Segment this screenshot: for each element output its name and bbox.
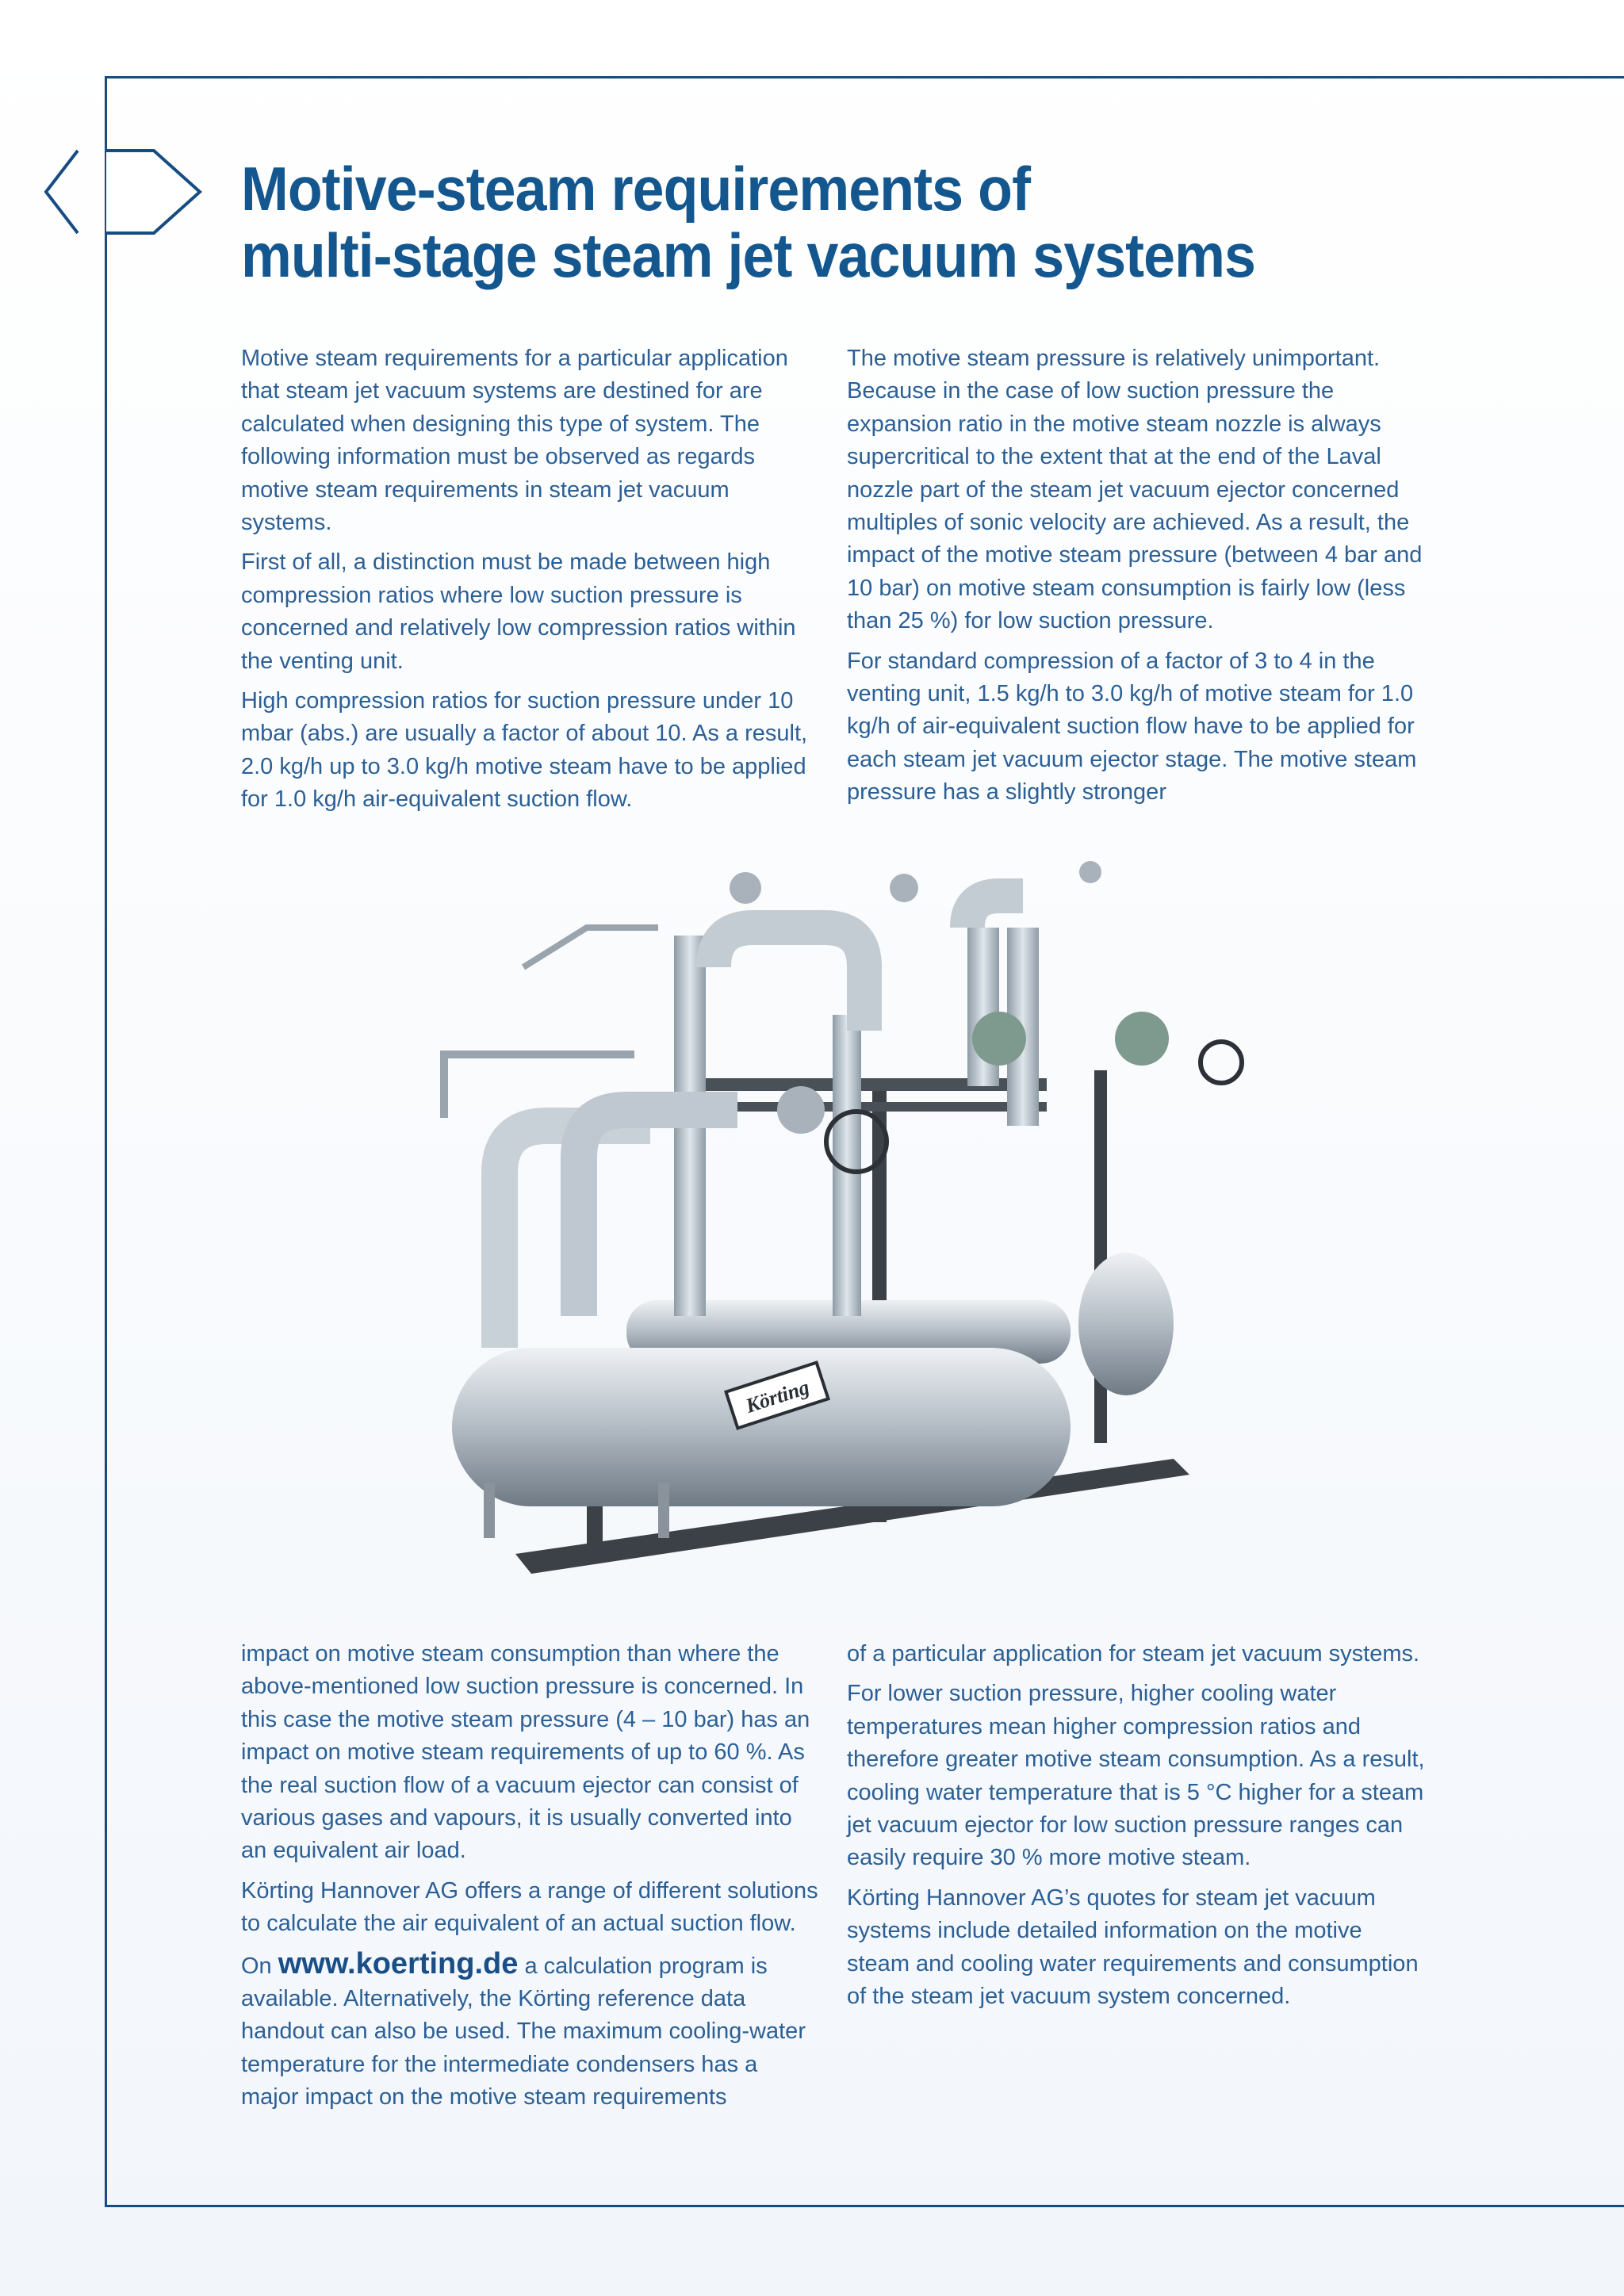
frame-left-line [105, 76, 107, 2207]
paragraph: For standard compression of a factor of 3 to 4 in the venting unit, 1.5 kg/h to 3.0 kg/h of motive steam for 1.0 kg/h of air-equivalent suction flow have to be applied for each steam jet vacuum ejector stage. The motive steam pressure has a slightly stronger [847, 648, 1417, 806]
paragraph: First of all, a distinction must be made between high compression ratios where low suction pressure is concerned and relatively low compression ratios within the venting unit. [241, 549, 796, 674]
top-left-column [241, 342, 820, 824]
frame-top-line [105, 76, 1624, 78]
paragraph: impact on motive steam consumption than where the above-mentioned low suction pressure is concerned. In this case the motive steam pressure (4 – 10 bar) has an impact on motive steam requirements of up to 60 %. As the real suction flow of a vacuum ejector can consist of various gases and vapours, it is usually converted into an equivalent air load. [241, 1641, 810, 1864]
title-line-1: Motive-steam requirements of [241, 154, 1031, 224]
chevron-nav-icon [43, 143, 209, 246]
paragraph: The motive steam pressure is relatively unimportant. Because in the case of low suction pressure the expansion ratio in the motive steam nozzle is always supercritical to the extent that at the end of the Laval nozzle part of the steam jet vacuum ejector concerned multiples of sonic velocity are achieved. As a result, the impact of the motive steam pressure (between 4 bar and 10 bar) on motive steam consumption is fairly low (less than 25 %) for low suction pressure. [847, 346, 1423, 634]
title-line-2: multi-stage steam jet vacuum systems [241, 220, 1256, 290]
paragraph: High compression ratios for suction pressure under 10 mbar (abs.) are usually a factor of about 10. As a result, 2.0 kg/h up to 3.0 kg/h motive steam have to be applied for 1.0 kg/h air-equivalent suction flow. [241, 688, 808, 813]
paragraph: Motive steam requirements for a particular application that steam jet vacuum systems are destined for are calculated when designing this type of system. The following information must be observed as regards motive steam requirements in steam jet vacuum systems. [241, 346, 788, 536]
steam-jet-vacuum-system-photo [396, 840, 1253, 1617]
page-title [241, 155, 1379, 289]
koerting-website-link[interactable]: www.koerting.de [278, 1946, 519, 1980]
top-right-column [847, 342, 1426, 817]
paragraph: For lower suction pressure, higher cooling water temperatures mean higher compression ratios and therefore greater motive steam consumption. As a result, cooling water temperature that is 5 °C higher for a steam jet vacuum ejector for low suction pressure ranges can easily require 30 % more motive steam. [847, 1681, 1425, 1871]
paragraph-with-link [241, 1948, 820, 2114]
frame-bottom-line [105, 2205, 1624, 2207]
link-prefix: On [241, 1953, 272, 1979]
bottom-left-column [241, 1638, 820, 2122]
paragraph: Körting Hannover AG’s quotes for steam jet vacuum systems include detailed information on the motive steam and cooling water requirements and consumption of the steam jet vacuum system concerned. [847, 1885, 1419, 2010]
bottom-right-column [847, 1638, 1426, 2020]
paragraph: Körting Hannover AG offers a range of different solutions to calculate the air equivalent of an actual suction flow. [241, 1877, 818, 1937]
link-suffix: a calculation program is available. Alternatively, the Körting reference data handout can also be used. The maximum cooling-water temperature for the intermediate condensers has a major impact on the motive steam requirements [241, 1953, 806, 2110]
koerting-logo-label: Körting [742, 1375, 813, 1418]
paragraph: of a particular application for steam jet vacuum systems. [847, 1641, 1420, 1667]
